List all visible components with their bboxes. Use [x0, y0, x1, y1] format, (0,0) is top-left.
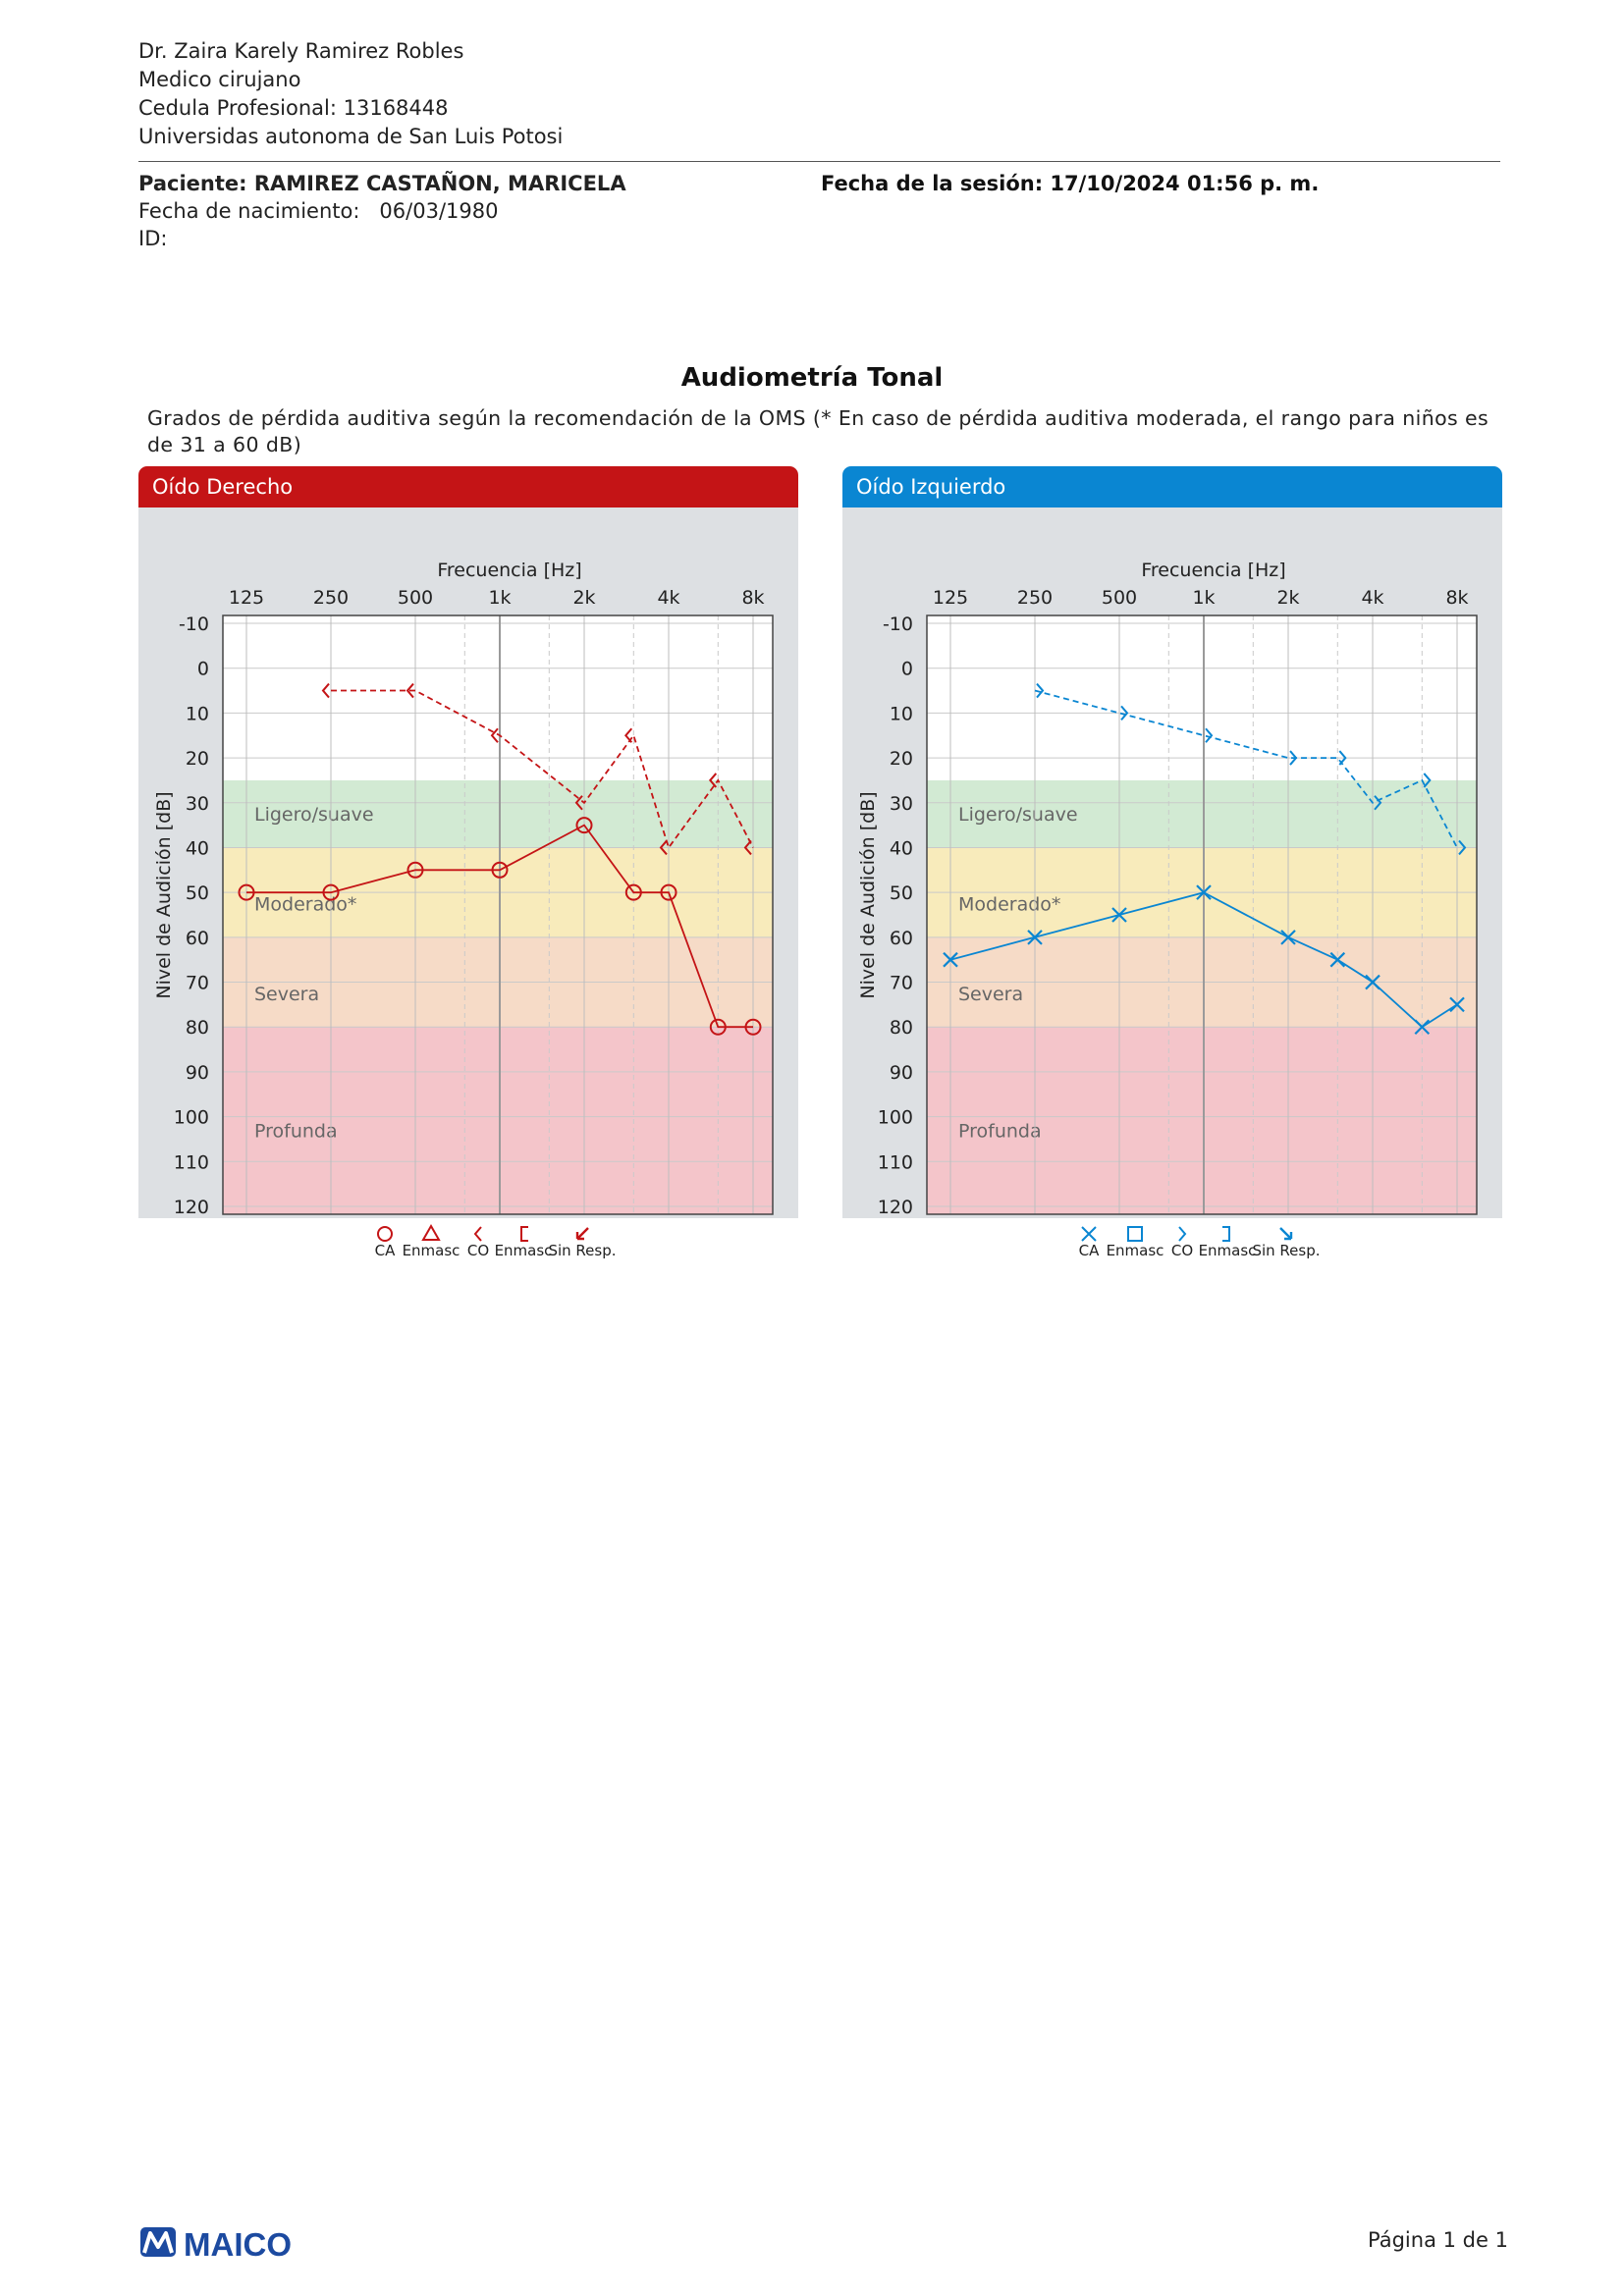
- left-x-tick-label: 8k: [1445, 587, 1469, 609]
- right-y-tick-label: 0: [196, 658, 209, 680]
- right-legend-label: Enmasc: [402, 1242, 460, 1259]
- right-band-label: Ligero/suave: [254, 804, 374, 827]
- left-legend-co-symbol: [1179, 1227, 1185, 1241]
- left-y-tick-label: 100: [877, 1106, 913, 1129]
- right-y-tick-label: 10: [185, 703, 209, 725]
- maico-wordmark: MAICO: [184, 2226, 292, 2263]
- header-divider: [138, 161, 1500, 162]
- left-legend-masked-bc-symbol: [1222, 1227, 1229, 1241]
- right-legend-label: Sin Resp.: [548, 1242, 617, 1259]
- right-band-label: Severa: [254, 983, 320, 1005]
- left-x-tick-label: 250: [1016, 587, 1054, 609]
- left-ear-title: Oído Izquierdo: [842, 466, 1502, 507]
- right-ear-audiogram: [138, 507, 798, 1259]
- right-y-tick-label: 100: [173, 1106, 209, 1129]
- right-legend-label: CO: [466, 1242, 490, 1259]
- right-y-tick-label: 120: [173, 1197, 209, 1218]
- left-x-tick-label: 500: [1101, 587, 1138, 609]
- left-band-label: Moderado*: [958, 893, 1061, 916]
- right-y-axis-label: Nivel de Audición [dB]: [153, 791, 175, 999]
- left-y-tick-label: -10: [882, 614, 913, 635]
- left-legend-ca-symbol: [1082, 1227, 1096, 1241]
- right-legend-masked-bc-symbol: [521, 1227, 528, 1241]
- doctor-specialty: Medico cirujano: [138, 68, 301, 91]
- left-ear-audiogram: [842, 507, 1502, 1259]
- left-y-tick-label: 50: [889, 882, 913, 905]
- right-ear-panel: [138, 466, 798, 1259]
- right-y-tick-label: 70: [185, 972, 209, 994]
- right-y-tick-label: 60: [185, 927, 209, 949]
- right-y-tick-label: 20: [185, 748, 209, 771]
- left-y-tick-label: 0: [900, 658, 913, 680]
- right-y-tick-label: 90: [185, 1061, 209, 1084]
- right-y-tick-label: 80: [185, 1017, 209, 1040]
- maico-logo: [138, 2223, 335, 2267]
- report-title: Audiometría Tonal: [680, 363, 944, 393]
- right-band-label: Moderado*: [254, 893, 357, 916]
- right-y-tick-label: -10: [178, 614, 209, 635]
- right-legend-no-response-symbol: [577, 1228, 588, 1239]
- dob-value: 06/03/1980: [379, 199, 499, 223]
- right-legend-label: Enmasc: [494, 1242, 553, 1259]
- doctor-university: Universidas autonoma de San Luis Potosi: [138, 125, 564, 148]
- right-x-axis-label: Frecuencia [Hz]: [437, 560, 582, 581]
- left-y-axis-label: Nivel de Audición [dB]: [857, 791, 879, 999]
- right-legend-masked-ac-symbol: [423, 1226, 439, 1240]
- left-y-tick-label: 30: [889, 792, 913, 815]
- patient-id-label: ID:: [138, 227, 168, 250]
- left-band-label: Profunda: [958, 1120, 1042, 1143]
- patient-name: Paciente: RAMIREZ CASTAÑON, MARICELA: [138, 172, 626, 195]
- right-legend-label: CA: [374, 1242, 396, 1259]
- right-y-tick-label: 40: [185, 837, 209, 860]
- left-x-axis-label: Frecuencia [Hz]: [1141, 560, 1286, 581]
- left-band-label: Ligero/suave: [958, 804, 1078, 827]
- right-x-tick-label: 1k: [488, 587, 512, 609]
- right-x-tick-label: 125: [228, 587, 265, 609]
- patient-info: [138, 170, 626, 252]
- left-legend-label: Enmasc: [1198, 1242, 1257, 1259]
- left-x-tick-label: 1k: [1192, 587, 1216, 609]
- doctor-name: Dr. Zaira Karely Ramirez Robles: [138, 39, 464, 63]
- right-y-tick-label: 110: [173, 1151, 209, 1174]
- right-legend-ca-symbol: [378, 1227, 392, 1241]
- left-y-tick-label: 20: [889, 748, 913, 771]
- left-y-tick-label: 10: [889, 703, 913, 725]
- left-legend-label: CO: [1170, 1242, 1194, 1259]
- maico-logo-icon: [138, 2223, 335, 2263]
- right-x-tick-label: 500: [397, 587, 434, 609]
- left-ear-panel: [842, 466, 1502, 1259]
- right-x-tick-label: 250: [312, 587, 350, 609]
- left-y-tick-label: 90: [889, 1061, 913, 1084]
- right-x-tick-label: 8k: [741, 587, 765, 609]
- doctor-license: Cedula Profesional: 13168448: [138, 96, 449, 120]
- right-y-tick-label: 50: [185, 882, 209, 905]
- left-x-tick-label: 125: [932, 587, 969, 609]
- right-x-tick-label: 4k: [657, 587, 680, 609]
- left-legend-label: CA: [1078, 1242, 1100, 1259]
- left-legend-label: Enmasc: [1106, 1242, 1164, 1259]
- dob-label: Fecha de nacimiento:: [138, 199, 360, 223]
- left-x-tick-label: 4k: [1361, 587, 1384, 609]
- right-y-tick-label: 30: [185, 792, 209, 815]
- report-subtitle: Grados de pérdida auditiva según la recomendación de la OMS (* En caso de pérdida auditiva moderada, el rango para niños es de 31 a 60 dB): [147, 406, 1489, 456]
- right-legend-co-symbol: [475, 1227, 481, 1241]
- left-y-tick-label: 70: [889, 972, 913, 994]
- left-y-tick-label: 60: [889, 927, 913, 949]
- left-legend-no-response-symbol: [1280, 1228, 1291, 1239]
- left-y-tick-label: 110: [877, 1151, 913, 1174]
- left-legend-label: Sin Resp.: [1252, 1242, 1321, 1259]
- left-band-label: Severa: [958, 983, 1024, 1005]
- left-x-tick-label: 2k: [1276, 587, 1300, 609]
- right-band-label: Profunda: [254, 1120, 338, 1143]
- left-legend-masked-ac-symbol: [1128, 1227, 1142, 1241]
- left-y-tick-label: 40: [889, 837, 913, 860]
- left-y-tick-label: 120: [877, 1197, 913, 1218]
- right-x-tick-label: 2k: [572, 587, 596, 609]
- page-number: Página 1 de 1: [1368, 2228, 1508, 2252]
- left-y-tick-label: 80: [889, 1017, 913, 1040]
- session-date: Fecha de la sesión: 17/10/2024 01:56 p. m.: [821, 172, 1320, 195]
- right-ear-title: Oído Derecho: [138, 466, 798, 507]
- clinic-header: [138, 37, 563, 151]
